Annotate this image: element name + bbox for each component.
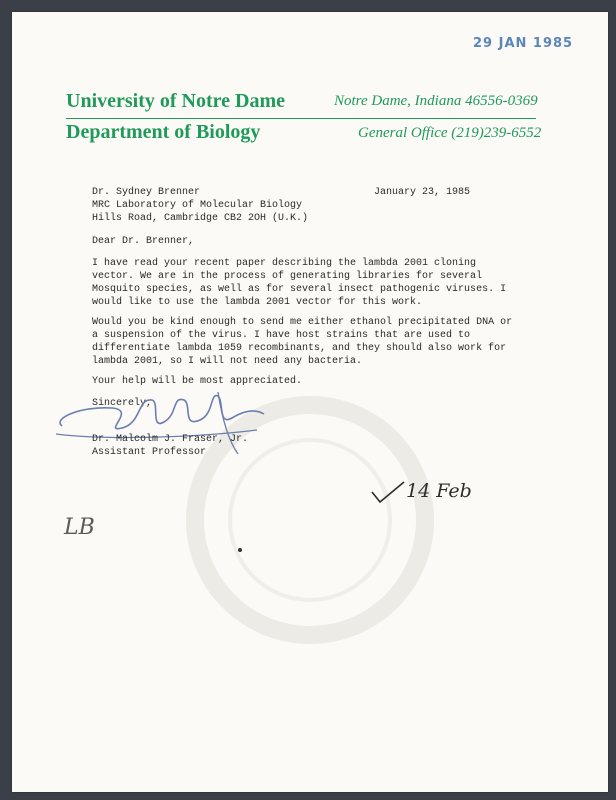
letter-date: January 23, 1985 bbox=[374, 187, 471, 198]
signer-name: Dr. Malcolm J. Fraser, Jr. bbox=[92, 434, 249, 445]
recipient-name: Dr. Sydney Brenner bbox=[92, 187, 201, 198]
paragraph-2-line-4: lambda 2001, so I will not need any bacteria. bbox=[92, 356, 363, 367]
check-mark bbox=[368, 478, 408, 506]
recipient-address: Hills Road, Cambridge CB2 2OH (U.K.) bbox=[92, 213, 309, 224]
letterhead-office: General Office (219)239-6552 bbox=[358, 125, 542, 141]
letterhead-department: Department of Biology bbox=[66, 121, 261, 143]
paragraph-2-line-3: differentiate lambda 1059 recombinants, and they should also work for bbox=[92, 343, 507, 354]
letterhead-address: Notre Dame, Indiana 46556-0369 bbox=[334, 93, 538, 109]
closing-line: Your help will be most appreciated. bbox=[92, 376, 303, 387]
received-date-stamp: 29 JAN 1985 bbox=[473, 36, 574, 51]
handwritten-initials: LB bbox=[64, 515, 95, 540]
signer-title: Assistant Professor bbox=[92, 447, 207, 458]
handwritten-date-note: 14 Feb bbox=[406, 480, 472, 502]
paragraph-2-line-2: a suspension of the virus. I have host strains that are used to bbox=[92, 330, 471, 341]
salutation: Dear Dr. Brenner, bbox=[92, 236, 195, 247]
paragraph-1-line-1: I have read your recent paper describing the lambda 2001 cloning bbox=[92, 258, 477, 269]
ink-dot bbox=[238, 548, 242, 552]
letterhead-rule bbox=[66, 118, 536, 119]
paragraph-1-line-4: would like to use the lambda 2001 vector for this work. bbox=[92, 297, 423, 308]
signoff: Sincerely, bbox=[92, 398, 153, 409]
paragraph-2-line-1: Would you be kind enough to send me either ethanol precipitated DNA or bbox=[92, 317, 513, 328]
paragraph-1-line-3: Mosquito species, as well as for several insect pathogenic viruses. I bbox=[92, 284, 507, 295]
paragraph-1-line-2: vector. We are in the process of generating libraries for several bbox=[92, 271, 483, 282]
letterhead-university: University of Notre Dame bbox=[66, 90, 286, 112]
recipient-institution: MRC Laboratory of Molecular Biology bbox=[92, 200, 303, 211]
